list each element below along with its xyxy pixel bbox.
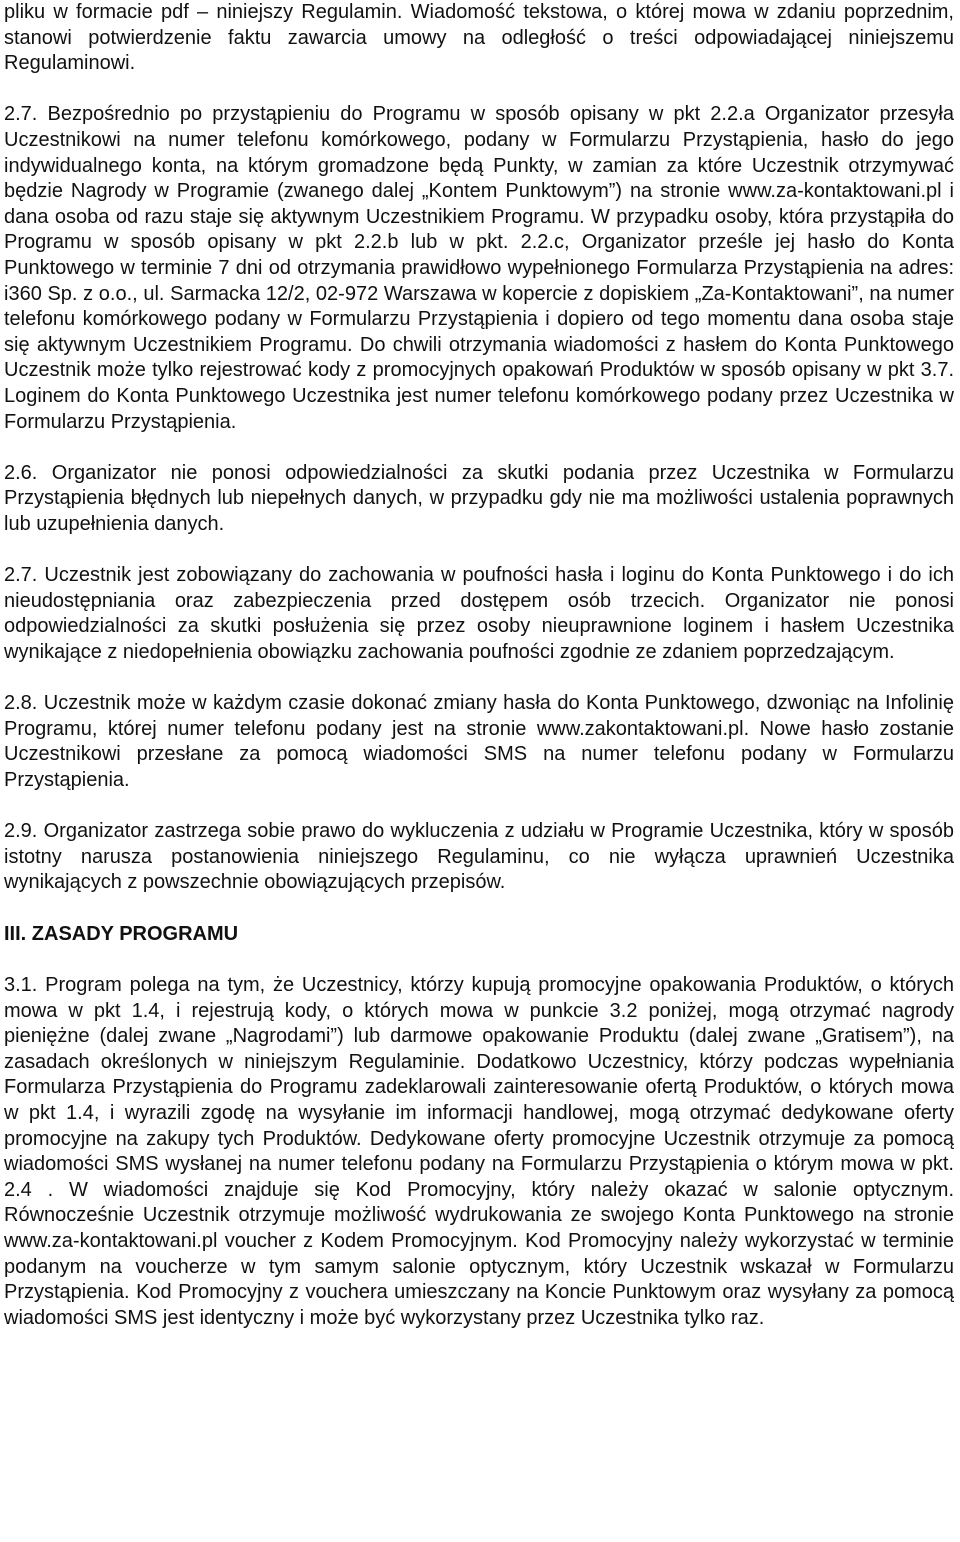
paragraph-spacer bbox=[4, 947, 954, 973]
paragraph-spacer bbox=[4, 665, 954, 691]
section-heading-program-rules: III. ZASADY PROGRAMU bbox=[4, 922, 239, 945]
paragraph-2-9-exclusion: 2.9. Organizator zastrzega sobie prawo do wykluczenia z udziału w Programie Uczestnika, który w sposób istotny narusza postanowienia niniejszego Regulaminu, co nie wyłącza uprawnień Uczestnika wynikających z powszechnie obowiązujących przepisów. bbox=[4, 820, 954, 894]
paragraph-2-7-confidentiality: 2.7. Uczestnik jest zobowiązany do zachowania w poufności hasła i loginu do Konta Punktowego i do ich nieudostępniania oraz zabezpieczenia przed dostępem osób trzecich. Organizator nie ponosi odpowiedzialności za skutki posłużenia się przez osoby nieuprawnione loginem i hasłem Uczestnika wynikające z niedopełnienia obowiązku zachowania poufności zgodnie ze zdaniem poprzedzającym. bbox=[4, 564, 954, 663]
paragraph-2-8-password-change: 2.8. Uczestnik może w każdym czasie dokonać zmiany hasła do Konta Punktowego, dzwoniąc na Infolinię Programu, której numer telefonu podany jest na stronie www.zakontaktowani.pl. Nowe hasło zostanie Uczestnikowi przesłane za pomocą wiadomości SMS na numer telefonu podany w Formularzu Przystąpienia. bbox=[4, 692, 954, 791]
paragraph-spacer bbox=[4, 537, 954, 563]
paragraph-intro-continuation: pliku w formacie pdf – niniejszy Regulamin. Wiadomość tekstowa, o której mowa w zdaniu poprzednim, stanowi potwierdzenie faktu zawarcia umowy na odległość o treści odpowiadającej niniejszemu Regulaminowi. bbox=[4, 1, 954, 75]
paragraph-2-7-password-delivery: 2.7. Bezpośrednio po przystąpieniu do Programu w sposób opisany w pkt 2.2.a Organizator przesyła Uczestnikowi na numer telefonu komórkowego, podany w Formularzu Przystąpienia, hasło do jego indywidualnego konta, na którym gromadzone będą Punkty, w zamian za które Uczestnik otrzymywać będzie Nagrody w Programie (zwanego dalej „Kontem Punktowym”) na stronie www.za-kontaktowani.pl i dana osoba od razu staje się aktywnym Uczestnikiem Programu. W przypadku osoby, która przystąpiła do Programu w sposób opisany w pkt 2.2.b lub w pkt. 2.2.c, Organizator prześle jej hasło do Konta Punktowego w terminie 7 dni od otrzymania prawidłowo wypełnionego Formularza Przystąpienia na adres: i360 Sp. z o.o., ul. Sarmacka 12/2, 02-972 Warszawa w kopercie z dopiskiem „Za-Kontaktowani”, na numer telefonu komórkowego podany w Formularzu Przystąpienia i dopiero od tego momentu dana osoba staje się aktywnym Uczestnikiem Programu. Do chwili otrzymania wiadomości z hasłem do Konta Punktowego Uczestnik może tylko rejestrować kody z promocyjnych opakowań Produktów w sposób opisany w pkt 3.7. Loginem do Konta Punktowego Uczestnika jest numer telefonu komórkowego podany przez Uczestnika w Formularzu Przystąpienia. bbox=[4, 103, 954, 433]
paragraph-spacer bbox=[4, 77, 954, 103]
document-page bbox=[4, 0, 954, 1331]
paragraph-2-6-liability: 2.6. Organizator nie ponosi odpowiedzialności za skutki podania przez Uczestnika w Formularzu Przystąpienia błędnych lub niepełnych danych, w przypadku gdy nie ma możliwości ustalenia poprawnych lub uzupełnienia danych. bbox=[4, 461, 954, 535]
paragraph-spacer bbox=[4, 793, 954, 819]
paragraph-3-1-program-description: 3.1. Program polega na tym, że Uczestnicy, którzy kupują promocyjne opakowania Produktów, o których mowa w pkt 1.4, i rejestrują kody, o których mowa w punkcie 3.2 poniżej, mogą otrzymać nagrody pieniężne (dalej zwane „Nagrodami”) lub darmowe opakowanie Produktu (dalej zwane „Gratisem”), na zasadach określonych w niniejszym Regulaminie. Dodatkowo Uczestnicy, którzy podczas wypełniania Formularza Przystąpienia do Programu zadeklarowali zainteresowanie ofertą Produktów, o których mowa w pkt 1.4, i wyrazili zgodę na wysyłanie im informacji handlowej, mogą otrzymać dedykowane oferty promocyjne na zakupy tych Produktów. Dedykowane oferty promocyjne Uczestnik otrzymuje za pomocą wiadomości SMS wysłanej na numer telefonu podany na Formularzu Przystąpienia o którym mowa w pkt. 2.4 . W wiadomości znajduje się Kod Promocyjny, który należy okazać w salonie optycznym. Równocześnie Uczestnik otrzymuje możliwość wydrukowania ze swojego Konta Punktowego na stronie www.za-kontaktowani.pl voucher z Kodem Promocyjnym. Kod Promocyjny należy wykorzystać w terminie podanym na voucherze w tym samym salonie optycznym, który Uczestnik wskazał w Formularzu Przystąpienia. Kod Promocyjny z vouchera umieszczany na Koncie Punktowym oraz wysyłany za pomocą wiadomości SMS jest identyczny i może być wykorzystany przez Uczestnika tylko raz. bbox=[4, 973, 954, 1329]
paragraph-spacer bbox=[4, 896, 954, 922]
paragraph-spacer bbox=[4, 435, 954, 461]
